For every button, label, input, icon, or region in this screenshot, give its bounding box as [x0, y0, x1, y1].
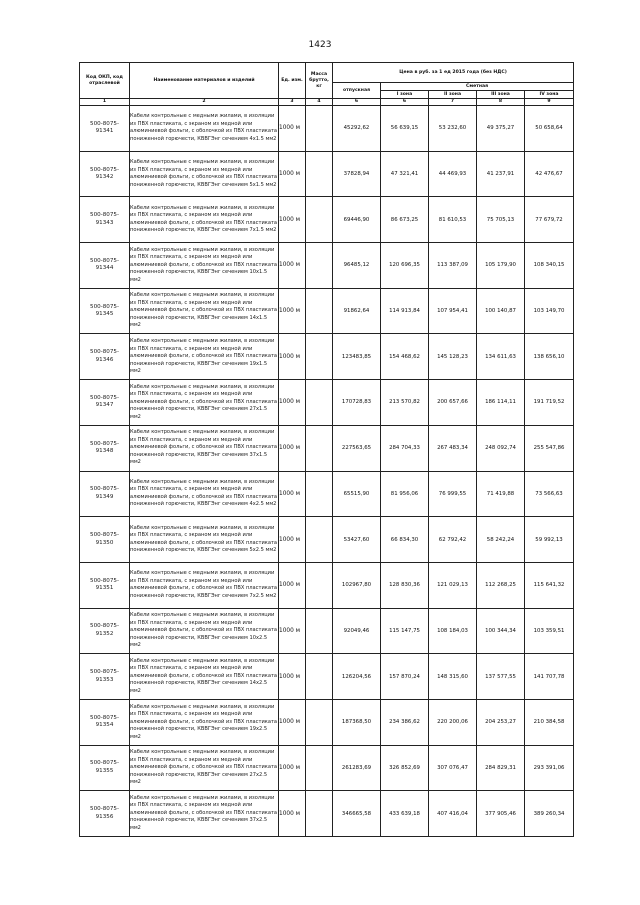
cell-zone-2-price: 407 416,04: [429, 791, 477, 837]
table-row: [80, 334, 574, 380]
table-row: [80, 562, 574, 608]
cell-mass: [306, 517, 333, 563]
cell-release-price: 92049,46: [333, 608, 381, 654]
cell-code: 500-8075- 91355: [80, 745, 130, 791]
cell-mass: [306, 425, 333, 471]
cell-zone-3-price: 100 344,34: [477, 608, 525, 654]
cell-zone-3-price: 284 829,31: [477, 745, 525, 791]
cell-zone-4-price: 103 149,70: [525, 288, 574, 334]
cell-zone-3-price: 248 092,74: [477, 425, 525, 471]
cell-zone-4-price: 42 476,67: [525, 151, 574, 197]
cell-mass: [306, 699, 333, 745]
table-row: [80, 654, 574, 700]
cell-release-price: 53427,60: [333, 517, 381, 563]
cell-release-price: 261283,69: [333, 745, 381, 791]
cell-zone-2-price: 107 954,41: [429, 288, 477, 334]
cell-zone-4-price: 141 707,78: [525, 654, 574, 700]
cell-zone-3-price: 186 114,11: [477, 380, 525, 426]
cell-zone-2-price: 108 184,03: [429, 608, 477, 654]
cell-name: Кабели контрольные с медными жилами, в изоляции из ПВХ пластиката, с экраном из медной или алюминиевой фольги, с оболочкой из ПВХ пластиката пониженной горючести, КВВГЭнг сечением 19х2.5 мм2: [130, 699, 279, 745]
cell-name: Кабели контрольные с медными жилами, в изоляции из ПВХ пластиката, с экраном из медной или алюминиевой фольги, с оболочкой из ПВХ пластиката пониженной горючести, КВВГЭнг сечением 27х2.5 мм2: [130, 745, 279, 791]
cell-zone-4-price: 103 359,51: [525, 608, 574, 654]
cell-zone-1-price: 213 570,82: [381, 380, 429, 426]
cell-mass: [306, 334, 333, 380]
table-row: [80, 243, 574, 289]
cell-code: 500-8075- 91348: [80, 425, 130, 471]
cell-zone-2-price: 220 200,06: [429, 699, 477, 745]
cell-unit: 1000 м: [279, 517, 306, 563]
table-row: [80, 699, 574, 745]
cell-mass: [306, 745, 333, 791]
cell-zone-4-price: 191 719,52: [525, 380, 574, 426]
column-number: 2: [130, 99, 279, 106]
price-table: [79, 62, 574, 837]
cell-zone-2-price: 44 469,93: [429, 151, 477, 197]
cell-name: Кабели контрольные с медными жилами, в изоляции из ПВХ пластиката, с экраном из медной или алюминиевой фольги, с оболочкой из ПВХ пластиката пониженной горючести, КВВГЭнг сечением 5х2.5 мм2: [130, 517, 279, 563]
table-row: [80, 517, 574, 563]
cell-zone-4-price: 59 992,13: [525, 517, 574, 563]
cell-zone-2-price: 307 076,47: [429, 745, 477, 791]
cell-zone-4-price: 255 547,86: [525, 425, 574, 471]
cell-mass: [306, 471, 333, 517]
column-number: 8: [477, 99, 525, 106]
cell-code: 500-8075- 91345: [80, 288, 130, 334]
cell-zone-2-price: 148 315,60: [429, 654, 477, 700]
cell-release-price: 123483,85: [333, 334, 381, 380]
cell-zone-2-price: 200 657,66: [429, 380, 477, 426]
cell-zone-3-price: 58 242,24: [477, 517, 525, 563]
cell-release-price: 45292,62: [333, 106, 381, 152]
cell-unit: 1000 м: [279, 334, 306, 380]
column-number: 9: [525, 99, 574, 106]
cell-zone-4-price: 389 260,34: [525, 791, 574, 837]
cell-name: Кабели контрольные с медными жилами, в изоляции из ПВХ пластиката, с экраном из медной или алюминиевой фольги, с оболочкой из ПВХ пластиката пониженной горючести, КВВГЭнг сечением 10х1.5 мм2: [130, 243, 279, 289]
cell-unit: 1000 м: [279, 243, 306, 289]
cell-zone-1-price: 326 852,69: [381, 745, 429, 791]
cell-release-price: 69446,90: [333, 197, 381, 243]
cell-code: 500-8075- 91351: [80, 562, 130, 608]
cell-release-price: 346665,58: [333, 791, 381, 837]
cell-zone-4-price: 77 679,72: [525, 197, 574, 243]
cell-release-price: 37828,94: [333, 151, 381, 197]
column-number-row: [80, 99, 574, 106]
column-number: 6: [381, 99, 429, 106]
table-row: [80, 608, 574, 654]
cell-release-price: 96485,12: [333, 243, 381, 289]
cell-zone-1-price: 47 321,41: [381, 151, 429, 197]
cell-name: Кабели контрольные с медными жилами, в изоляции из ПВХ пластиката, с экраном из медной или алюминиевой фольги, с оболочкой из ПВХ пластиката пониженной горючести, КВВГЭнг сечением 5х1.5 мм2: [130, 151, 279, 197]
header-release: отпускная: [333, 83, 381, 99]
cell-zone-4-price: 293 391,06: [525, 745, 574, 791]
cell-unit: 1000 м: [279, 654, 306, 700]
table-row: [80, 288, 574, 334]
cell-mass: [306, 288, 333, 334]
header-mass: Масса брутто, кг: [306, 63, 333, 99]
cell-name: Кабели контрольные с медными жилами, в изоляции из ПВХ пластиката, с экраном из медной или алюминиевой фольги, с оболочкой из ПВХ пластиката пониженной горючести, КВВГЭнг сечением 7х1.5 мм2: [130, 197, 279, 243]
table-row: [80, 471, 574, 517]
cell-name: Кабели контрольные с медными жилами, в изоляции из ПВХ пластиката, с экраном из медной или алюминиевой фольги, с оболочкой из ПВХ пластиката пониженной горючести, КВВГЭнг сечением 37х1.5 мм2: [130, 425, 279, 471]
cell-zone-1-price: 120 696,35: [381, 243, 429, 289]
cell-zone-4-price: 108 340,15: [525, 243, 574, 289]
cell-unit: 1000 м: [279, 106, 306, 152]
cell-zone-3-price: 71 419,88: [477, 471, 525, 517]
cell-zone-1-price: 66 834,30: [381, 517, 429, 563]
cell-zone-1-price: 157 870,24: [381, 654, 429, 700]
cell-zone-3-price: 204 253,27: [477, 699, 525, 745]
cell-mass: [306, 243, 333, 289]
cell-code: 500-8075- 91354: [80, 699, 130, 745]
table-body: [80, 106, 574, 837]
cell-name: Кабели контрольные с медными жилами, в изоляции из ПВХ пластиката, с экраном из медной или алюминиевой фольги, с оболочкой из ПВХ пластиката пониженной горючести, КВВГЭнг сечением 4х2.5 мм2: [130, 471, 279, 517]
cell-name: Кабели контрольные с медными жилами, в изоляции из ПВХ пластиката, с экраном из медной или алюминиевой фольги, с оболочкой из ПВХ пластиката пониженной горючести, КВВГЭнг сечением 10х2.5 мм2: [130, 608, 279, 654]
header-zone-2: II зона: [429, 91, 477, 99]
cell-release-price: 102967,80: [333, 562, 381, 608]
cell-zone-1-price: 284 704,33: [381, 425, 429, 471]
cell-zone-1-price: 154 468,62: [381, 334, 429, 380]
table-row: [80, 197, 574, 243]
cell-zone-3-price: 112 268,25: [477, 562, 525, 608]
table-row: [80, 791, 574, 837]
cell-zone-2-price: 81 610,53: [429, 197, 477, 243]
cell-zone-4-price: 73 566,63: [525, 471, 574, 517]
cell-zone-3-price: 49 375,27: [477, 106, 525, 152]
cell-zone-3-price: 105 179,90: [477, 243, 525, 289]
table-row: [80, 745, 574, 791]
cell-zone-2-price: 53 232,60: [429, 106, 477, 152]
cell-mass: [306, 562, 333, 608]
cell-zone-1-price: 128 830,36: [381, 562, 429, 608]
cell-zone-2-price: 113 387,09: [429, 243, 477, 289]
cell-zone-3-price: 137 577,55: [477, 654, 525, 700]
cell-unit: 1000 м: [279, 380, 306, 426]
cell-zone-2-price: 62 792,42: [429, 517, 477, 563]
cell-zone-3-price: 134 611,63: [477, 334, 525, 380]
cell-code: 500-8075- 91353: [80, 654, 130, 700]
header-unit: Ед. изм.: [279, 63, 306, 99]
cell-mass: [306, 380, 333, 426]
column-number: 4: [306, 99, 333, 106]
cell-code: 500-8075- 91342: [80, 151, 130, 197]
cell-unit: 1000 м: [279, 288, 306, 334]
cell-release-price: 170728,83: [333, 380, 381, 426]
header-code: Код ОКП, код отраслевой: [80, 63, 130, 99]
cell-zone-4-price: 210 384,58: [525, 699, 574, 745]
cell-zone-1-price: 433 639,18: [381, 791, 429, 837]
page-number: 1423: [308, 40, 332, 50]
cell-code: 500-8075- 91352: [80, 608, 130, 654]
cell-unit: 1000 м: [279, 699, 306, 745]
column-number: 6: [333, 99, 381, 106]
cell-unit: 1000 м: [279, 791, 306, 837]
cell-unit: 1000 м: [279, 562, 306, 608]
header-name: Наименование материалов и изделий: [130, 63, 279, 99]
cell-zone-2-price: 267 483,34: [429, 425, 477, 471]
cell-name: Кабели контрольные с медными жилами, в изоляции из ПВХ пластиката, с экраном из медной или алюминиевой фольги, с оболочкой из ПВХ пластиката пониженной горючести, КВВГЭнг сечением 7х2.5 мм2: [130, 562, 279, 608]
cell-unit: 1000 м: [279, 151, 306, 197]
cell-code: 500-8075- 91346: [80, 334, 130, 380]
cell-zone-4-price: 138 656,10: [525, 334, 574, 380]
cell-code: 500-8075- 91356: [80, 791, 130, 837]
cell-code: 500-8075- 91347: [80, 380, 130, 426]
cell-zone-4-price: 115 641,32: [525, 562, 574, 608]
cell-unit: 1000 м: [279, 608, 306, 654]
table-row: [80, 106, 574, 152]
cell-zone-3-price: 41 237,91: [477, 151, 525, 197]
cell-code: 500-8075- 91349: [80, 471, 130, 517]
column-number: 3: [279, 99, 306, 106]
cell-zone-1-price: 234 386,62: [381, 699, 429, 745]
cell-zone-1-price: 86 673,25: [381, 197, 429, 243]
column-number: 7: [429, 99, 477, 106]
cell-unit: 1000 м: [279, 745, 306, 791]
cell-name: Кабели контрольные с медными жилами, в изоляции из ПВХ пластиката, с экраном из медной или алюминиевой фольги, с оболочкой из ПВХ пластиката пониженной горючести, КВВГЭнг сечением 4х1.5 мм2: [130, 106, 279, 152]
cell-zone-2-price: 76 999,55: [429, 471, 477, 517]
cell-mass: [306, 654, 333, 700]
cell-zone-3-price: 100 140,87: [477, 288, 525, 334]
cell-zone-1-price: 115 147,75: [381, 608, 429, 654]
cell-mass: [306, 151, 333, 197]
header-zone-3: III зона: [477, 91, 525, 99]
cell-name: Кабели контрольные с медными жилами, в изоляции из ПВХ пластиката, с экраном из медной или алюминиевой фольги, с оболочкой из ПВХ пластиката пониженной горючести, КВВГЭнг сечением 14х1.5 мм2: [130, 288, 279, 334]
header-zone-1: I зона: [381, 91, 429, 99]
header-zone-4: IV зона: [525, 91, 574, 99]
cell-code: 500-8075- 91350: [80, 517, 130, 563]
cell-release-price: 126204,56: [333, 654, 381, 700]
column-number: 1: [80, 99, 130, 106]
cell-zone-3-price: 377 905,46: [477, 791, 525, 837]
cell-code: 500-8075- 91341: [80, 106, 130, 152]
cell-zone-3-price: 75 705,13: [477, 197, 525, 243]
cell-mass: [306, 608, 333, 654]
table-row: [80, 151, 574, 197]
cell-release-price: 227563,65: [333, 425, 381, 471]
cell-name: Кабели контрольные с медными жилами, в изоляции из ПВХ пластиката, с экраном из медной или алюминиевой фольги, с оболочкой из ПВХ пластиката пониженной горючести, КВВГЭнг сечением 27х1.5 мм2: [130, 380, 279, 426]
cell-mass: [306, 791, 333, 837]
cell-mass: [306, 106, 333, 152]
cell-release-price: 187368,50: [333, 699, 381, 745]
cell-release-price: 91862,64: [333, 288, 381, 334]
cell-unit: 1000 м: [279, 197, 306, 243]
header-estimate: Сметная: [381, 83, 574, 91]
cell-zone-2-price: 121 029,13: [429, 562, 477, 608]
cell-release-price: 65515,90: [333, 471, 381, 517]
cell-name: Кабели контрольные с медными жилами, в изоляции из ПВХ пластиката, с экраном из медной или алюминиевой фольги, с оболочкой из ПВХ пластиката пониженной горючести, КВВГЭнг сечением 19х1.5 мм2: [130, 334, 279, 380]
cell-zone-1-price: 56 639,15: [381, 106, 429, 152]
cell-name: Кабели контрольные с медными жилами, в изоляции из ПВХ пластиката, с экраном из медной или алюминиевой фольги, с оболочкой из ПВХ пластиката пониженной горючести, КВВГЭнг сечением 14х2.5 мм2: [130, 654, 279, 700]
cell-zone-2-price: 145 128,23: [429, 334, 477, 380]
cell-code: 500-8075- 91343: [80, 197, 130, 243]
cell-zone-1-price: 81 956,06: [381, 471, 429, 517]
cell-zone-4-price: 50 658,64: [525, 106, 574, 152]
cell-code: 500-8075- 91344: [80, 243, 130, 289]
table-row: [80, 425, 574, 471]
cell-unit: 1000 м: [279, 425, 306, 471]
cell-zone-1-price: 114 913,84: [381, 288, 429, 334]
header-price-group: Цена в руб. за 1 ед 2015 года (без НДС): [333, 63, 574, 83]
table-row: [80, 380, 574, 426]
cell-mass: [306, 197, 333, 243]
cell-name: Кабели контрольные с медными жилами, в изоляции из ПВХ пластиката, с экраном из медной или алюминиевой фольги, с оболочкой из ПВХ пластиката пониженной горючести, КВВГЭнг сечением 37х2.5 мм2: [130, 791, 279, 837]
cell-unit: 1000 м: [279, 471, 306, 517]
